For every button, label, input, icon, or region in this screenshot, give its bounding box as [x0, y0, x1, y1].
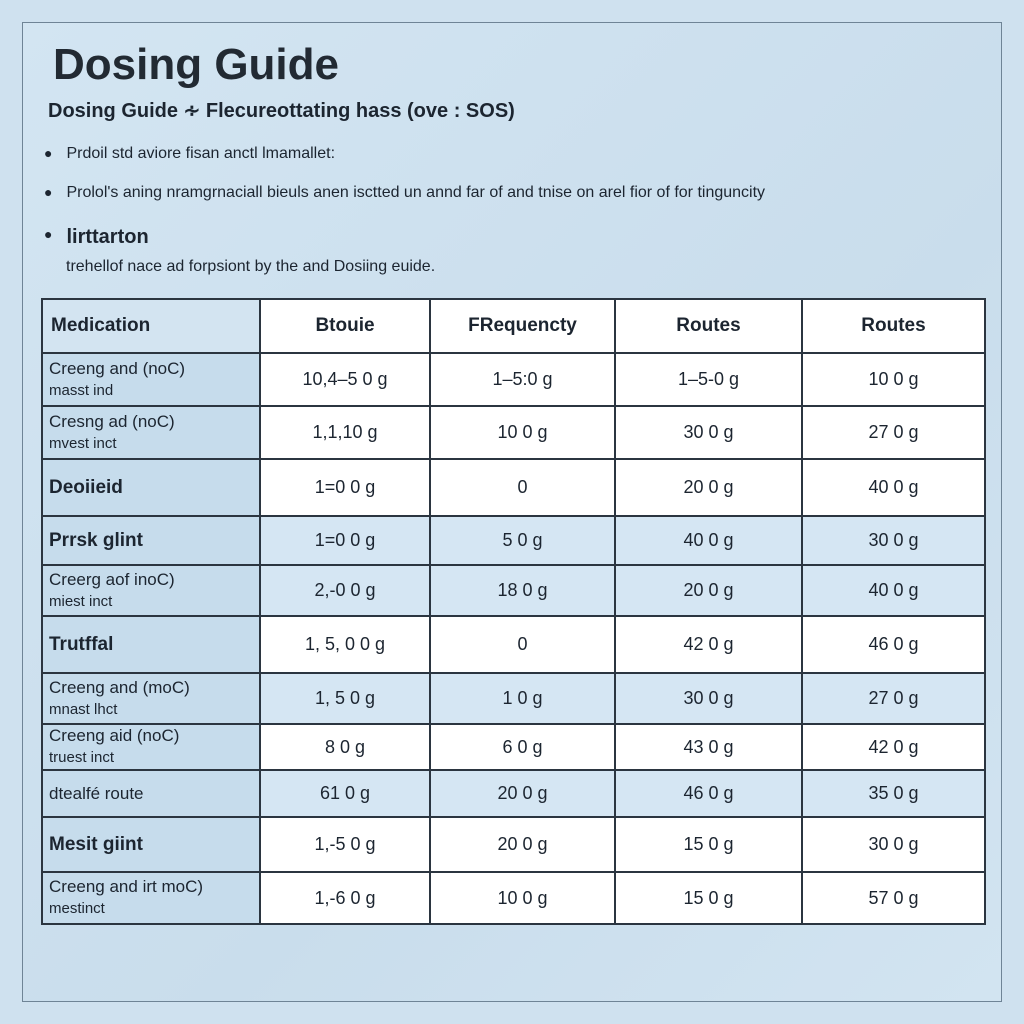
column-header: Medication — [42, 299, 260, 353]
medication-subtext: miest inct — [49, 592, 113, 610]
section-heading-text: lirttarton — [66, 226, 149, 248]
dose-cell: 1–5-0 g — [615, 353, 802, 406]
bullet-icon: ● — [44, 226, 53, 242]
table-row — [42, 353, 985, 406]
table-row — [42, 872, 985, 924]
medication-cell — [42, 770, 260, 817]
medication-subtext: mvest inct — [49, 434, 117, 452]
dose-cell: 1=0 0 g — [260, 516, 430, 565]
medication-subtext: masst ind — [49, 381, 114, 399]
dose-cell: 40 0 g — [615, 516, 802, 565]
dose-cell: 1=0 0 g — [260, 459, 430, 516]
medication-name: Creeng and (noC) — [49, 358, 186, 378]
medication-subtext: truest inct — [49, 749, 115, 766]
dose-cell: 1, 5, 0 0 g — [260, 616, 430, 673]
dose-cell: 20 0 g — [615, 459, 802, 516]
bullet-item — [44, 184, 765, 202]
medication-name: Creeng and (moC) — [49, 677, 190, 697]
medication-cell — [42, 872, 260, 924]
table-header-row — [42, 299, 985, 353]
dose-cell: 20 0 g — [430, 817, 615, 872]
medication-name: Trutffal — [49, 633, 114, 655]
dose-cell: 20 0 g — [615, 565, 802, 616]
table-row — [42, 565, 985, 616]
dose-cell: 1, 5 0 g — [260, 673, 430, 724]
column-header: FRequencty — [430, 299, 615, 353]
dose-cell: 1 0 g — [430, 673, 615, 724]
column-header: Routes — [802, 299, 985, 353]
table-row — [42, 406, 985, 459]
dose-cell: 10 0 g — [430, 872, 615, 924]
medication-name: dtealfé route — [49, 783, 144, 803]
medication-name: Creeng aid (noC) — [49, 726, 180, 745]
dose-cell: 1,-6 0 g — [260, 872, 430, 924]
medication-name: Mesit giint — [49, 833, 143, 855]
medication-cell — [42, 516, 260, 565]
dose-cell: 6 0 g — [430, 724, 615, 770]
column-header: Routes — [615, 299, 802, 353]
dose-cell: 43 0 g — [615, 724, 802, 770]
medication-name: Cresng ad (noC) — [49, 411, 175, 431]
medication-cell — [42, 353, 260, 406]
bullet-text: Prolol's aning nramgrnaciall bieuls anen isctted un annd far of and tnise on arel fior of for tinguncity — [66, 184, 766, 201]
dose-cell: 20 0 g — [430, 770, 615, 817]
medication-subtext: mnast lhct — [49, 700, 118, 718]
dose-cell: 2,-0 0 g — [260, 565, 430, 616]
dose-cell: 40 0 g — [802, 565, 985, 616]
medication-name: Prrsk glint — [49, 529, 143, 551]
dose-cell: 61 0 g — [260, 770, 430, 817]
medication-cell — [42, 406, 260, 459]
dose-cell: 10 0 g — [430, 406, 615, 459]
table-row — [42, 459, 985, 516]
dose-cell: 30 0 g — [615, 406, 802, 459]
dose-cell: 30 0 g — [615, 673, 802, 724]
dose-cell: 1,1,10 g — [260, 406, 430, 459]
page-subtitle: Dosing Guide ∻ Flecureottating hass (ove : SOS) — [48, 100, 515, 122]
medication-name: Creeng and irt moC) — [49, 877, 204, 896]
dose-cell: 57 0 g — [802, 872, 985, 924]
bullet-icon: ● — [44, 184, 53, 200]
medication-cell — [42, 565, 260, 616]
dose-cell: 40 0 g — [802, 459, 985, 516]
dose-cell: 15 0 g — [615, 872, 802, 924]
dose-cell: 15 0 g — [615, 817, 802, 872]
medication-cell — [42, 724, 260, 770]
dose-cell: 27 0 g — [802, 673, 985, 724]
dose-cell: 30 0 g — [802, 516, 985, 565]
medication-name: Creerg aof inoC) — [49, 569, 175, 589]
section-heading — [44, 226, 149, 249]
medication-cell — [42, 459, 260, 516]
dose-cell: 10,4–5 0 g — [260, 353, 430, 406]
table-row — [42, 770, 985, 817]
medication-cell — [42, 673, 260, 724]
table-row — [42, 724, 985, 770]
dose-cell: 0 — [430, 459, 615, 516]
dose-cell: 1–5:0 g — [430, 353, 615, 406]
medication-cell — [42, 817, 260, 872]
dosing-table — [41, 298, 986, 925]
medication-cell — [42, 616, 260, 673]
medication-subtext: mestinct — [49, 900, 105, 917]
dose-cell: 30 0 g — [802, 817, 985, 872]
table-row — [42, 616, 985, 673]
dose-cell: 42 0 g — [802, 724, 985, 770]
dose-cell: 46 0 g — [615, 770, 802, 817]
dose-cell: 10 0 g — [802, 353, 985, 406]
page-title: Dosing Guide — [53, 40, 339, 89]
dose-cell: 27 0 g — [802, 406, 985, 459]
dose-cell: 18 0 g — [430, 565, 615, 616]
bullet-item — [44, 145, 335, 163]
dose-cell: 35 0 g — [802, 770, 985, 817]
dose-cell: 46 0 g — [802, 616, 985, 673]
bullet-text: Prdoil std aviore fisan anctl lmamallet: — [66, 145, 336, 162]
dose-cell: 0 — [430, 616, 615, 673]
column-header: Btouie — [260, 299, 430, 353]
table-row — [42, 817, 985, 872]
table-row — [42, 673, 985, 724]
bullet-icon: ● — [44, 145, 53, 161]
dose-cell: 8 0 g — [260, 724, 430, 770]
dose-cell: 42 0 g — [615, 616, 802, 673]
table-row — [42, 516, 985, 565]
dose-cell: 1,-5 0 g — [260, 817, 430, 872]
medication-name: Deoiieid — [49, 476, 123, 498]
dose-cell: 5 0 g — [430, 516, 615, 565]
section-text: trehellof nace ad forpsiont by the and Dosiing euide. — [66, 258, 436, 275]
